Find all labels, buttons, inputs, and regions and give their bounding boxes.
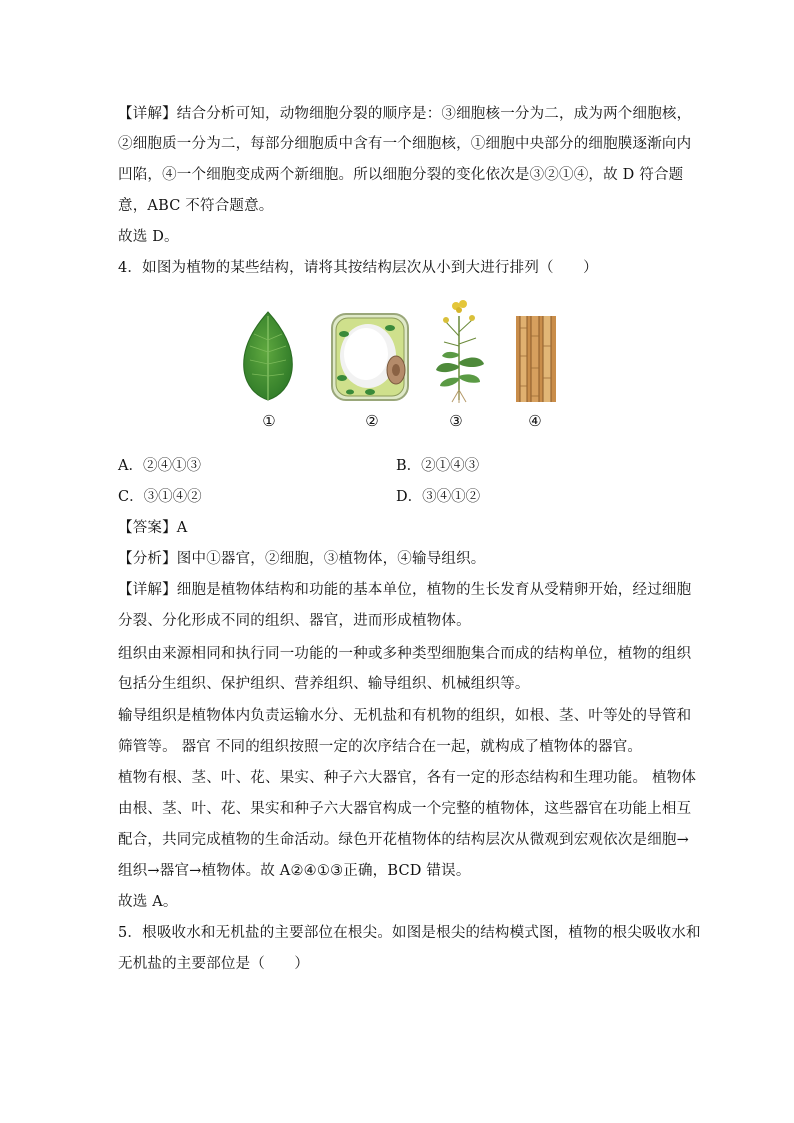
text-line: 组织→器官→植物体。故 A②④①③正确，BCD 错误。 bbox=[118, 863, 471, 879]
text-line: 故选 D。 bbox=[118, 229, 179, 245]
whole-plant-icon bbox=[432, 296, 486, 404]
text-line: 【详解】结合分析可知，动物细胞分裂的顺序是：③细胞核一分为二，成为两个细胞核， bbox=[118, 106, 692, 122]
figure-label-1: ① bbox=[262, 412, 276, 430]
option-a: A．②④①③ bbox=[118, 458, 201, 474]
text-line: 筛管等。 器官 不同的组织按照一定的次序结合在一起，就构成了植物体的器官。 bbox=[118, 739, 643, 755]
text-line: 故选 A。 bbox=[118, 894, 178, 910]
option-b: B．②①④③ bbox=[396, 458, 480, 474]
text-line: 植物有根、茎、叶、花、果实、种子六大器官，各有一定的形态结构和生理功能。 植物体 bbox=[118, 770, 697, 786]
text-line: 配合，共同完成植物的生命活动。绿色开花植物体的结构层次从微观到宏观依次是细胞→ bbox=[118, 832, 689, 848]
analysis-line: 【分析】图中①器官，②细胞，③植物体，④输导组织。 bbox=[118, 551, 486, 567]
text-line: 输导组织是植物体内负责运输水分、无机盐和有机物的组织，如根、茎、叶等处的导管和 bbox=[118, 708, 692, 724]
text-line: 凹陷，④一个细胞变成两个新细胞。所以细胞分裂的变化依次是③②①④，故 D 符合题 bbox=[118, 167, 684, 183]
text-line: 【详解】细胞是植物体结构和功能的基本单位，植物的生长发育从受精卵开始，经过细胞 bbox=[118, 582, 692, 598]
leaf-icon bbox=[240, 310, 296, 402]
option-c: C．③①④② bbox=[118, 489, 202, 505]
text-line: 无机盐的主要部位是（ ） bbox=[118, 956, 310, 972]
text-line: 意，ABC 不符合题意。 bbox=[118, 198, 274, 214]
figure-label-3: ③ bbox=[449, 412, 463, 430]
answer-line: 【答案】A bbox=[118, 520, 188, 536]
option-d: D．③④①② bbox=[396, 489, 481, 505]
plant-cell-icon bbox=[330, 312, 410, 402]
figure-label-2: ② bbox=[365, 412, 379, 430]
text-line: 由根、茎、叶、花、果实和种子六大器官构成一个完整的植物体，这些器官在功能上相互 bbox=[118, 801, 692, 817]
vascular-tissue-icon bbox=[516, 316, 556, 402]
text-line: ②细胞质一分为二，每部分细胞质中含有一个细胞核，①细胞中央部分的细胞膜逐渐向内 bbox=[118, 136, 692, 152]
question-4: 4．如图为植物的某些结构，请将其按结构层次从小到大进行排列（ ） bbox=[118, 260, 598, 276]
text-line: 组织由来源相同和执行同一功能的一种或多种类型细胞集合而成的结构单位，植物的组织 bbox=[118, 646, 692, 662]
question-5: 5．根吸收水和无机盐的主要部位在根尖。如图是根尖的结构模式图，植物的根尖吸收水和 bbox=[118, 925, 701, 941]
text-line: 包括分生组织、保护组织、营养组织、输导组织、机械组织等。 bbox=[118, 676, 530, 692]
text-line: 分裂、分化形成不同的组织、器官，进而形成植物体。 bbox=[118, 613, 471, 629]
figure-label-4: ④ bbox=[528, 412, 542, 430]
